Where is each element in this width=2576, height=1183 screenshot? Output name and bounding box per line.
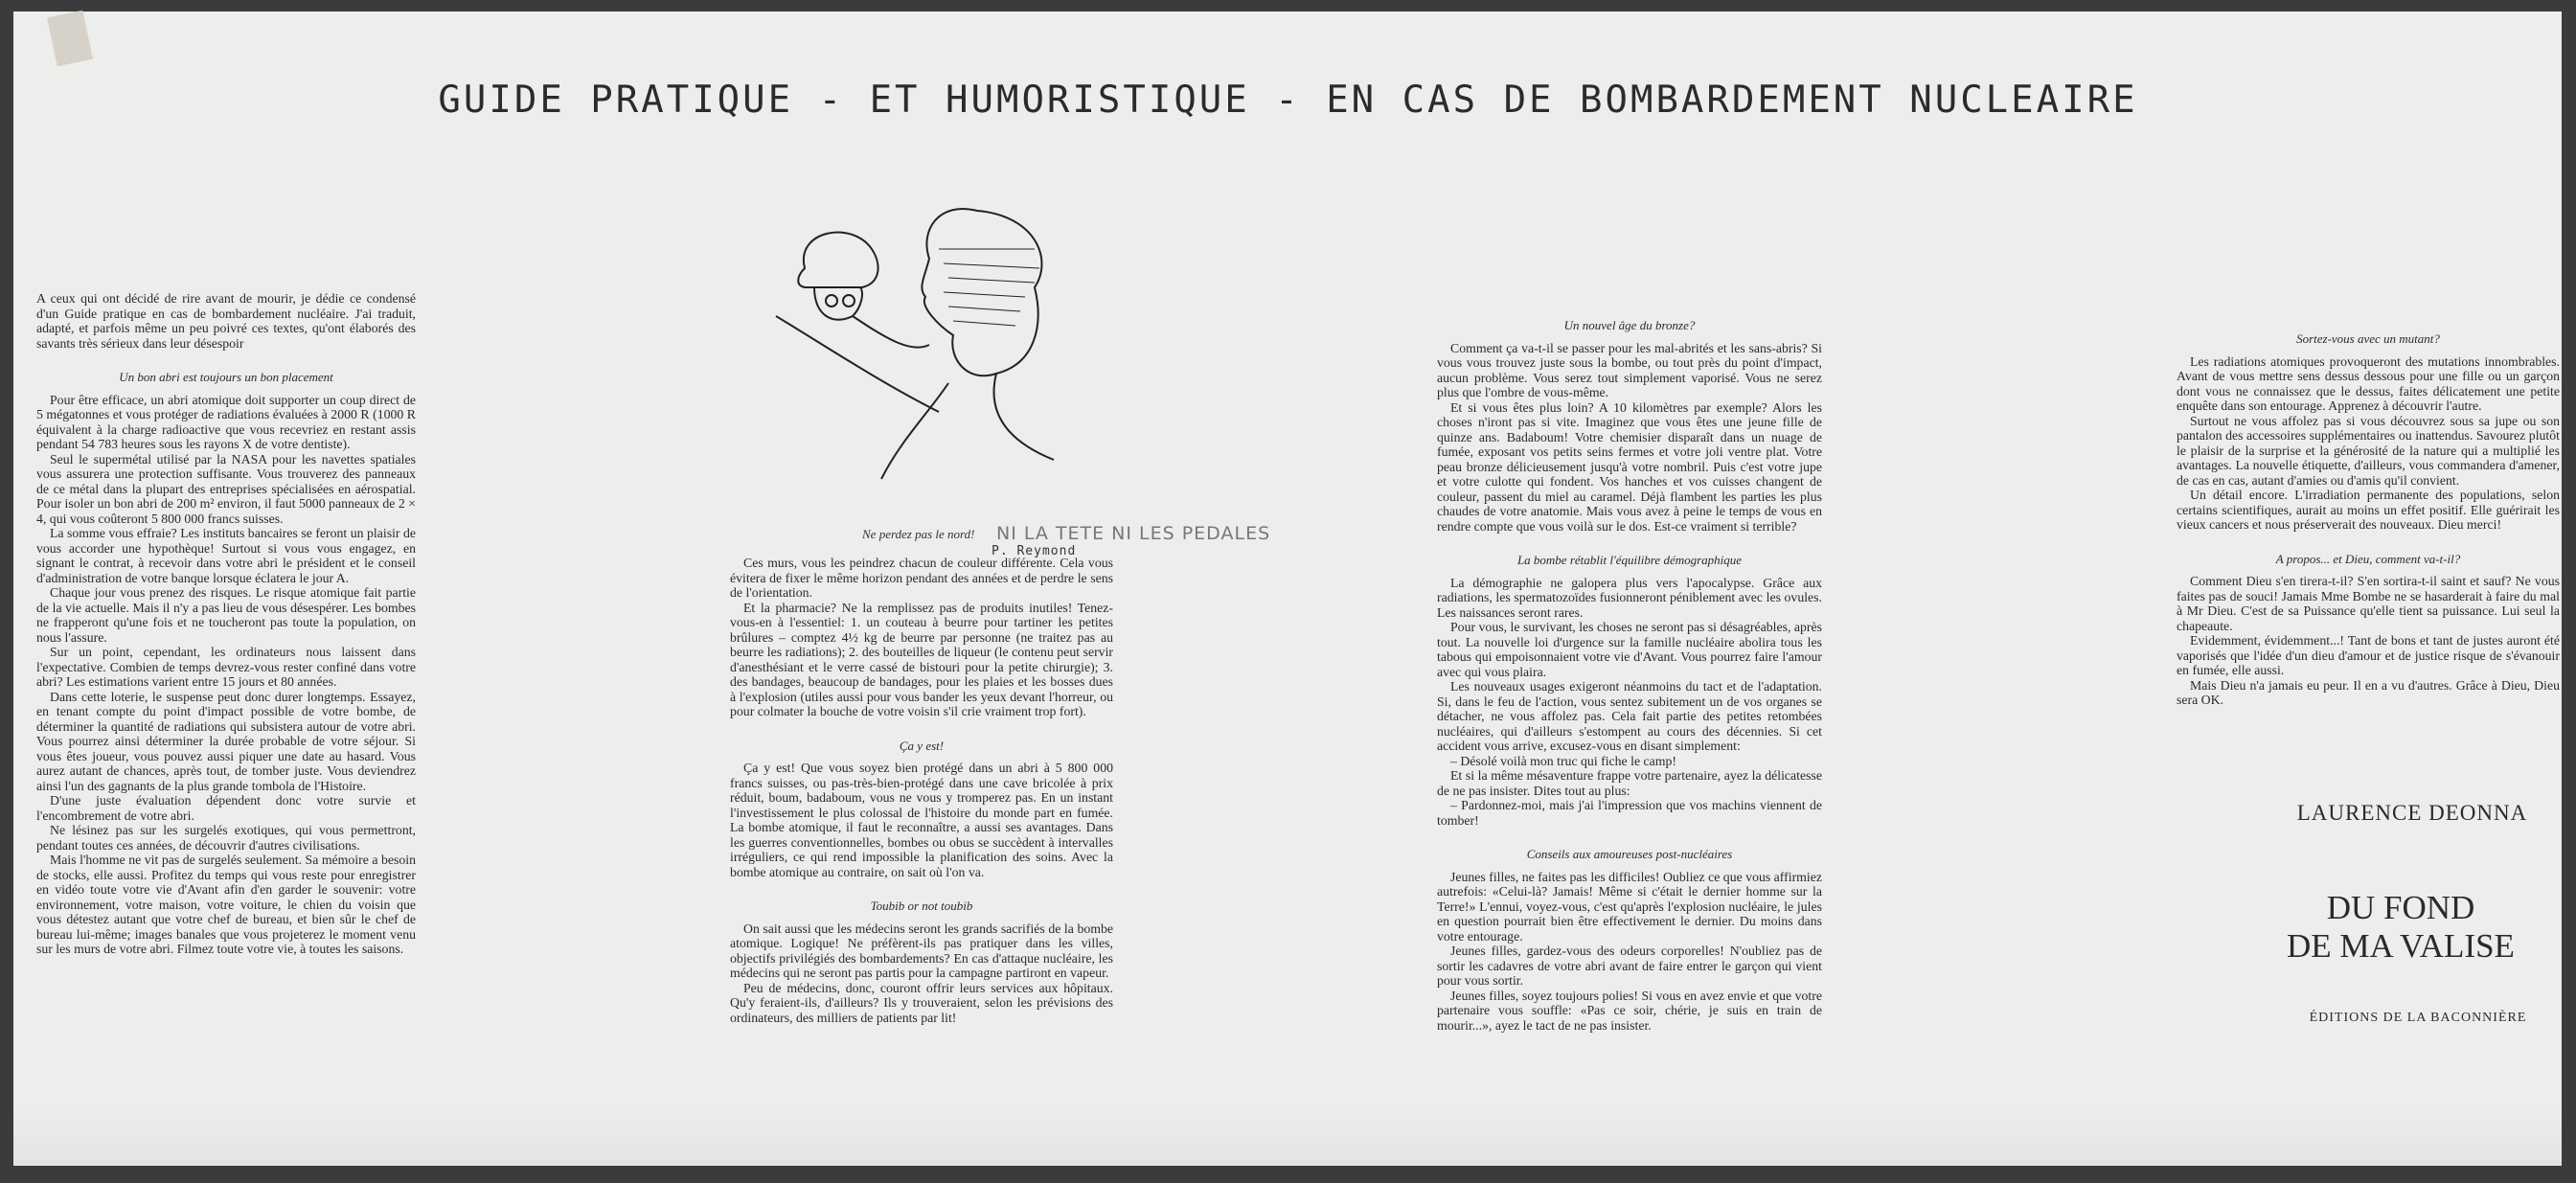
column-2: [730, 556, 1113, 1025]
paragraph: Mais Dieu n'a jamais eu peur. Il en a vu d'autres. Grâce à Dieu, Dieu sera OK.: [2177, 677, 2560, 707]
paragraph: Pour être efficace, un abri atomique doit supporter un coup direct de 5 mégatonnes et vous protéger de radiations évaluées à 2000 R (1000 R équivalent à la charge radioactive que vous recevriez en restant assis pendant 54 783 heures sous les rayons X de votre dentiste).: [36, 392, 416, 451]
paragraph: Comment ça va-t-il se passer pour les mal-abrités et les sans-abris? Si vous vous trouvez juste sous la bombe, ou tout près du point d'impact, aucun problème. Vous serez tout simplement vaporisé. Vous ne serez plus que l'ombre de vous-même.: [1437, 340, 1822, 399]
illustration-credit: P. Reymond: [992, 544, 1077, 558]
paragraph: Un détail encore. L'irradiation permanente des populations, selon certains scientifiques, aurait au moins un effet positif. Elle guérirait les vieux cancers et nous préserverait des nouveaux. Dieu merci!: [2177, 488, 2560, 532]
paragraph: Evidemment, évidemment...! Tant de bons et tant de justes auront été vaporisés que l'idée d'un dieu d'amour et de justice risque de s'évanouir en fumée, elle aussi.: [2177, 633, 2560, 677]
paragraph: D'une juste évaluation dépendent donc votre survie et l'encombrement de votre abri.: [36, 793, 416, 823]
page-title: GUIDE PRATIQUE - ET HUMORISTIQUE - EN CAS DE BOMBARDEMENT NUCLEAIRE: [438, 79, 2138, 122]
section-heading: Ça y est!: [899, 738, 945, 753]
paragraph: Les radiations atomiques provoqueront des mutations innombrables. Avant de vous mettre sens dessus dessous pour une fille ou un garçon dont vous ne connaissez que le dessus, faites délicatement une petite enquête dans son entourage. Apprenez à découvrir l'autre.: [2177, 353, 2560, 413]
paragraph: Jeunes filles, gardez-vous des odeurs corporelles! N'oubliez pas de sortir les cadavres de votre abri avant de faire entrer le garçon qui vient pour vous sortir.: [1437, 944, 1822, 988]
paragraph: – Pardonnez-moi, mais j'ai l'impression que vos machins viennent de tomber!: [1437, 798, 1822, 828]
column-3: [1437, 318, 1822, 1033]
paragraph: Chaque jour vous prenez des risques. Le risque atomique fait partie de la vie actuelle. Mais il n'y a pas lieu de vous désespérer. Les bombes ne frapperont qu'une fois et ne toucheront pas toute la population, on nous l'assure.: [36, 585, 416, 645]
handwritten-note: NI LA TETE NI LES PEDALES: [996, 523, 1271, 544]
paragraph: Ne lésinez pas sur les surgelés exotiques, qui vous permettront, pendant toutes ces années, de découvrir d'autres civilisations.: [36, 823, 416, 853]
caricature-illustration: [747, 192, 1092, 508]
book-title-line: DU FOND: [2326, 889, 2475, 926]
author-name: LAURENCE DEONNA: [2296, 801, 2528, 825]
paragraph: Et si la même mésaventure frappe votre partenaire, ayez la délicatesse de ne pas insister. Dites tout au plus:: [1437, 768, 1822, 798]
book-title: [2247, 889, 2554, 966]
paragraph: – Désolé voilà mon truc qui fiche le camp!: [1450, 753, 1677, 768]
column-1: [36, 291, 416, 957]
paragraph: La démographie ne galopera plus vers l'apocalypse. Grâce aux radiations, les spermatozoïdes fusionneront péniblement avec les ovules. Les naissances seront rares.: [1437, 575, 1822, 620]
paragraph: Jeunes filles, ne faites pas les difficiles! Oubliez ce que vous affirmiez autrefois: «Celui-là? Jamais! Même si c'était le dernier homme sur la Terre!» L'ennui, voyez-vous, c'est qu'après l'explosion nucléaire, le jules en question pourrait bien être effectivement le dernier. Du moins dans votre entourage.: [1437, 869, 1822, 944]
paragraph: Ça y est! Que vous soyez bien protégé dans un abri à 5 800 000 francs suisses, ou pas-très-bien-protégé dans une cave bricolée à prix réduit, boum, badaboum, vous ne vous y tromperez pas. En un instant l'investissement le plus colossal de l'histoire du monde part en fumée. La bombe atomique, il faut le reconnaître, a aussi ses avantages. Dans les guerres conventionnelles, bombes ou obus se succèdent à intervalles irréguliers, ce qui rend impossible la planification des soins. Avec la bombe atomique au contraire, on sait où l'on va.: [730, 761, 1113, 879]
paragraph: Pour vous, le survivant, les choses ne seront pas si désagréables, après tout. La nouvelle loi d'urgence sur la famille nucléaire abolira tous les tabous qui empoisonnaient votre vie d'Avant. Vous pourrez faire l'amour avec qui vous plaira.: [1437, 620, 1822, 679]
paragraph: Surtout ne vous affolez pas si vous découvrez sous sa jupe ou son pantalon des accessoires supplémentaires ou inattendus. Savourez plutôt le plaisir de la surprise et la générosité de la nature qui a multiplié les avantages. La nouvelle étiquette, d'ailleurs, vous commandera d'amener, de cas en cas, autant d'amies ou d'amis qu'il convient.: [2177, 413, 2560, 488]
paragraph: Seul le supermétal utilisé par la NASA pour les navettes spatiales vous assurera une protection suffisante. Vous trouverez des panneaux de ce métal dans la plupart des entreprises spécialisées en aérospatial. Pour isoler un bon abri de 200 m² environ, il faut 5000 panneaux de 2 × 4, qui vous coûteront 5 800 000 francs suisses.: [36, 451, 416, 526]
section-heading: Sortez-vous avec un mutant?: [2296, 331, 2440, 346]
intro-paragraph: A ceux qui ont décidé de rire avant de mourir, je dédie ce condensé d'un Guide pratique en cas de bombardement nucléaire. J'ai traduit, adapté, et parfois même un peu poivré ces textes, qu'ont élaborés des savants très sérieux dans leur désespoir: [36, 291, 416, 351]
paragraph: Dans cette loterie, le suspense peut donc durer longtemps. Essayez, en tenant compte du point d'impact possible de votre bombe, de déterminer la quantité de radiations qui subsistera autour de votre abri. Vous pourrez ainsi déterminer la durée probable de votre séjour. Si vous êtes joueur, vous pouvez aussi piquer une date au hasard. Vous aurez autant de chances, après tout, de tomber juste. Vous deviendrez ainsi l'un des gagnants de la plus grande tombola de l'Histoire.: [36, 689, 416, 793]
paragraph: Ces murs, vous les peindrez chacun de couleur différente. Cela vous évitera de fixer le même horizon pendant des années et de perdre le sens de l'orientation.: [730, 556, 1113, 600]
section-heading: A propos... et Dieu, comment va-t-il?: [2275, 551, 2461, 566]
section-heading: Toubib or not toubib: [870, 899, 973, 913]
paragraph: Mais l'homme ne vit pas de surgelés seulement. Sa mémoire a besoin de stocks, elle aussi. Profitez du temps qui vous reste pour enregistrer en vidéo toute votre vie d'Avant afin d'en garder le souvenir: votre environnement, votre maison, votre voiture, le chien du voisin que vous détestez autant que votre chef de bureau, et bien sûr le chef de bureau lui-même; images banales que vous projeterez le moment venu sur les murs de votre abri. Filmez toute votre vie, à toutes les saisons.: [36, 853, 416, 956]
section-heading: Un nouvel âge du bronze?: [1563, 318, 1696, 332]
paragraph: Et la pharmacie? Ne la remplissez pas de produits inutiles! Tenez-vous-en à l'essentiel: 1. un couteau à beurre pour tartiner les petites brûlures – comptez 4½ kg de beurre par personne (ne traitez pas au beurre les radiations); 2. des bouteilles de liqueur (le contenu peut servir d'anesthésiant et le verre cassé de bistouri pour la petite chirurgie); 3. des bandages, beaucoup de bandages, pour les plaies et les bosses dues à l'explosion (utiles aussi pour vous bander les yeux devant l'horreur, ou pour colmater la bouche de votre voisin s'il crie vraiment trop fort).: [730, 600, 1113, 718]
publisher: ÉDITIONS DE LA BACONNIÈRE: [2309, 1011, 2527, 1025]
paragraph: Les nouveaux usages exigeront néanmoins du tact et de l'adaptation. Si, dans le feu de l'action, vous sentez subitement un de vos organes se détacher, ne vous affolez pas. Cela fait partie des petites retombées nucléaires, qui d'ailleurs s'estompent au cours des décennies. Si cet accident vous arrive, excusez-vous en disant simplement:: [1437, 679, 1822, 753]
section-heading: La bombe rétablit l'équilibre démographique: [1516, 553, 1743, 567]
book-title-line: DE MA VALISE: [2287, 927, 2515, 965]
paragraph: Comment Dieu s'en tirera-t-il? S'en sortira-t-il saint et sauf? Ne vous faites pas de souci! Jamais Mme Bombe ne se hasarderait à faire du mal à Mr Dieu. C'est de sa Puissance qu'elle tient sa puissance. Lui seul la chapeaute.: [2177, 574, 2560, 633]
illustration-caption: Ne perdez pas le nord!: [862, 527, 975, 541]
paragraph: Sur un point, cependant, les ordinateurs nous laissent dans l'expectative. Combien de temps devrez-vous rester confiné dans votre abri? Les estimations varient entre 15 jours et 80 années.: [36, 645, 416, 689]
column-4: [2177, 331, 2560, 708]
paragraph: La somme vous effraie? Les instituts bancaires se feront un plaisir de vous accorder une hypothèque! Surtout si vous vous engagez, en signant le contrat, à recevoir dans votre abri le président et le conseil d'administration de votre banque lorsque éclatera le jour A.: [36, 526, 416, 585]
paragraph: On sait aussi que les médecins seront les grands sacrifiés de la bombe atomique. Logique! Ne préfèrent-ils pas pratiquer dans les villes, objectifs privilégiés des bombardements? En cas d'attaque nucléaire, les médecins qui ne seront pas partis pour la campagne partiront en vapeur.: [730, 921, 1113, 980]
paragraph: Et si vous êtes plus loin? A 10 kilomètres par exemple? Alors les choses n'iront pas si vite. Imaginez que vous êtes une jeune fille de quinze ans. Badaboum! Votre chemisier disparaît dans un nuage de fumée, exposant vos petits seins fermes et votre joli ventre plat. Votre peau bronze délicieusement jusqu'à votre nombril. Puis c'est votre jupe et votre culotte qui fondent. Vos hanches et vos cuisses changent de couleur, passent du miel au caramel. Déjà flambent les parties les plus chaudes de votre anatomie. Mais vous avez à peine le temps de vous en rendre compte que vous voilà sur le dos. Est-ce vraiment si terrible?: [1437, 399, 1822, 534]
paragraph: Jeunes filles, soyez toujours polies! Si vous en avez envie et que votre partenaire vous souffle: «Pas ce soir, chérie, je suis en train de mourir...», ayez le tact de ne pas insister.: [1437, 988, 1822, 1033]
paragraph: Peu de médecins, donc, couront offrir leurs services aux hôpitaux. Qu'y feraient-ils, d'ailleurs? Ils y trouveraient, selon les prévisions des ordinateurs, des milliers de patients par lit!: [730, 980, 1113, 1025]
section-heading: Un bon abri est toujours un bon placement: [119, 370, 333, 384]
section-heading: Conseils aux amoureuses post-nucléaires: [1526, 847, 1733, 861]
